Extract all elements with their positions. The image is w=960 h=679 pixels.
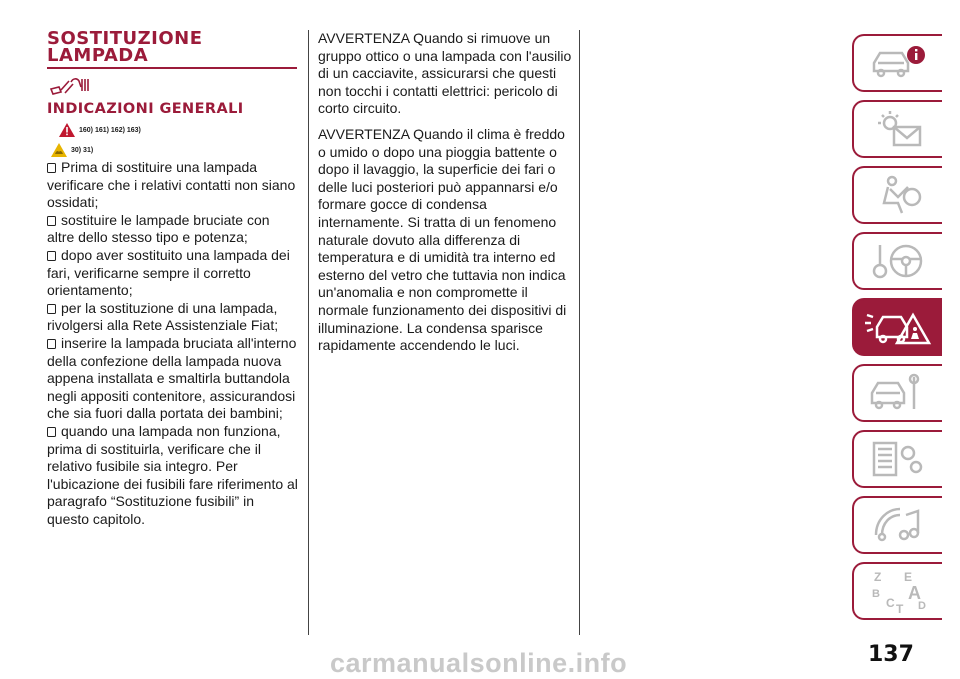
checkbox-bullet-icon: [47, 339, 56, 349]
checkbox-bullet-icon: [47, 163, 56, 173]
list-item: per la sostituzione di una lampada, rivolgersi alla Rete Assistenziale Fiat;: [47, 299, 279, 334]
tab-in-an-emergency[interactable]: [852, 298, 942, 356]
warning-paragraph: AVVERTENZA Quando il clima è freddo o umido o dopo una pioggia battente o dopo il lavaggio, la superficie dei fari o delle luci posteriori può appannarsi e/o formare gocce di condensa internamente. Si tratta di un fenomeno naturale dovuto alla differenza di temperatura e di umidità tra interno ed esterno del vetro che tuttavia non indica un'anomalia e non compromette il normale funzionamento dei dispositivi di illuminazione. La condensa sparisce rapidamente accendendo le luci.: [318, 125, 567, 354]
tab-technical-specs[interactable]: [852, 430, 942, 488]
svg-text:T: T: [896, 602, 904, 613]
column-divider: [308, 30, 309, 635]
tab-warning-lights[interactable]: [852, 100, 942, 158]
svg-text:D: D: [918, 600, 926, 612]
title-line-1: SOSTITUZIONE: [47, 28, 203, 49]
right-column: [318, 30, 573, 363]
bullet-list: [47, 159, 299, 528]
tab-safety[interactable]: [852, 166, 942, 224]
lamp-bulb-icon: [47, 75, 299, 97]
car-wrench-icon: [868, 373, 928, 413]
alphabetical-index-icon: [868, 569, 928, 613]
list-item: dopo aver sostituito una lampada dei fari, verificarne sempre il corretto orientamento;: [47, 246, 290, 299]
svg-text:Z: Z: [874, 570, 882, 584]
list-item: Prima di sostituire una lampada verificare che i relativi contatti non siano ossidati;: [47, 159, 296, 211]
warning-paragraph: AVVERTENZA Quando si rimuove un gruppo ottico o una lampada con l'ausilio di un cacciavite, assicurarsi che questi non tocchi i contatti elettrici: pericolo di corto circuito.: [318, 30, 572, 117]
title-line-2: LAMPADA: [47, 45, 149, 66]
checkbox-bullet-icon: [47, 216, 56, 226]
left-column: [47, 30, 299, 528]
chapter-tabs: [852, 34, 960, 628]
tab-dashboard-knowledge[interactable]: [852, 34, 942, 92]
checkbox-bullet-icon: [47, 427, 56, 437]
key-steering-wheel-icon: [868, 241, 928, 281]
car-info-icon: [868, 43, 928, 83]
tab-servicing-care[interactable]: [852, 364, 942, 422]
warning-references: [59, 123, 299, 137]
title-underline: [47, 67, 297, 69]
light-envelope-icon: [868, 109, 928, 149]
watermark: carmanualsonline.info: [330, 648, 628, 678]
list-item: inserire la lampada bruciata all'interno della confezione della lampada nuova appena installata e smaltirla buttandola negli appositi contenitore, assicurandosi che sia fuori dalla portata dei bambini;: [47, 334, 297, 422]
svg-text:E: E: [904, 570, 913, 584]
section-subtitle: INDICAZIONI GENERALI: [47, 101, 244, 117]
column-divider: [579, 30, 580, 635]
tab-multimedia[interactable]: [852, 496, 942, 554]
checkbox-bullet-icon: [47, 251, 56, 261]
caution-refs-text: 30) 31): [71, 146, 94, 154]
spec-list-gears-icon: [868, 439, 928, 479]
multimedia-icon: [868, 505, 928, 545]
list-item: sostituire le lampade bruciate con altre dello stesso tipo e potenza;: [47, 211, 270, 246]
caution-triangle-icon: [51, 143, 67, 157]
svg-text:B: B: [872, 588, 880, 600]
caution-references: [51, 143, 299, 157]
tab-index[interactable]: [852, 562, 942, 620]
list-item: quando una lampada non funziona, prima di sostituirla, verificare che il relativo fusibile sia integro. Per l'ubicazione dei fusibili fare riferimento al paragrafo “Sostituzione fusibili” in questo capitolo.: [47, 422, 298, 527]
tab-starting-driving[interactable]: [852, 232, 942, 290]
svg-text:C: C: [886, 596, 895, 610]
section-title: [47, 30, 299, 64]
warning-triangle-icon: [59, 123, 75, 137]
svg-text:A: A: [908, 583, 921, 603]
page-number: 137: [868, 642, 914, 667]
seat-airbag-icon: [868, 175, 928, 215]
car-breakdown-warning-icon: [863, 307, 933, 347]
checkbox-bullet-icon: [47, 304, 56, 314]
warning-refs-text: 160) 161) 162) 163): [79, 126, 141, 134]
